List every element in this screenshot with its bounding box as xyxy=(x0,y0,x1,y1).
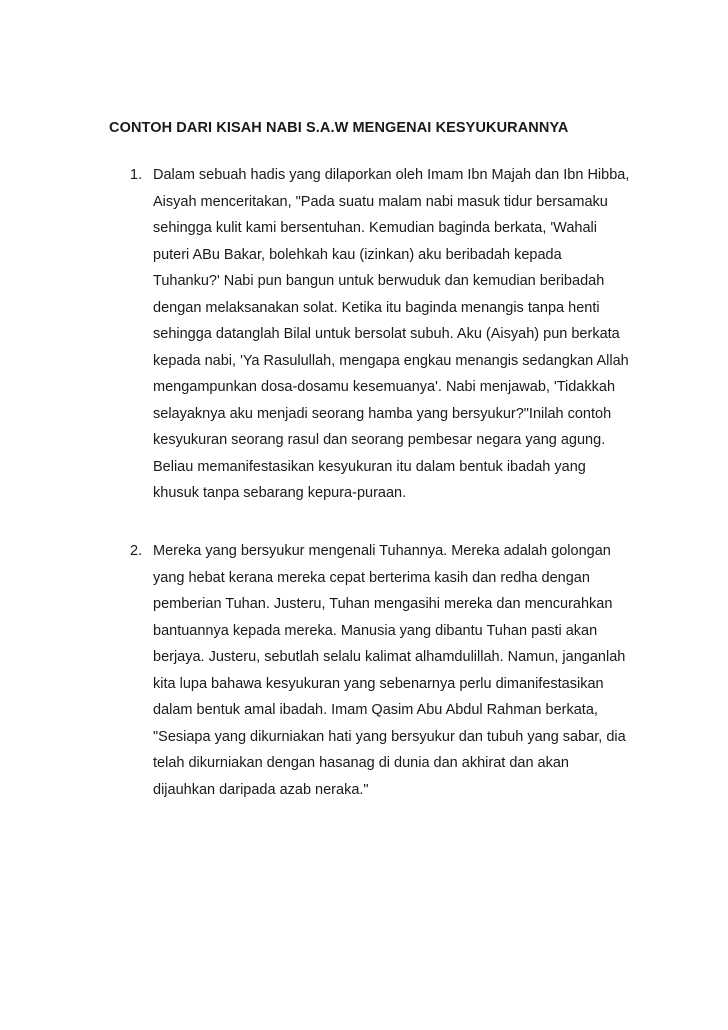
text-line: Tuhanku?' Nabi pun bangun untuk berwuduk dan kemudian beribadah xyxy=(153,273,605,289)
text-line: sehingga datanglah Bilal untuk bersolat subuh. Aku (Aisyah) pun berkata xyxy=(153,326,620,342)
text-line: khusuk tanpa sebarang kepura-puraan. xyxy=(153,485,407,501)
text-line: dijauhkan daripada azab neraka." xyxy=(153,781,369,798)
text-line: pemberian Tuhan. Justeru, Tuhan mengasihi mereka dan mencurahkan xyxy=(153,596,613,612)
text-line: bantuannya kepada mereka. Manusia yang dibantu Tuhan pasti akan xyxy=(153,622,598,639)
text-line: telah dikurniakan dengan hasanag di dunia dan akhirat dan akan xyxy=(153,755,569,771)
list-item-text xyxy=(153,538,653,803)
text-line: kesyukuran seorang rasul dan seorang pembesar negara yang agung. xyxy=(153,432,606,448)
list-item-number: 2. xyxy=(130,543,143,559)
text-line: puteri ABu Bakar, bolehkah kau (izinkan) aku beribadah kepada xyxy=(153,246,562,263)
text-line: mengampunkan dosa-dosamu kesemuanya'. Nabi menjawab, 'Tidakkah xyxy=(153,379,616,395)
text-line: dalam bentuk amal ibadah. Imam Qasim Abu Abdul Rahman berkata, xyxy=(153,702,598,718)
text-line: yang hebat kerana mereka cepat berterima kasih dan redha dengan xyxy=(153,569,590,586)
text-line: kepada nabi, 'Ya Rasulullah, mengapa engkau menangis sedangkan Allah xyxy=(153,352,629,369)
text-line: dengan melaksanakan solat. Ketika itu baginda menangis tanpa henti xyxy=(153,299,600,316)
text-line: berjaya. Justeru, sebutlah selalu kalimat alhamdulillah. Namun, janganlah xyxy=(153,649,626,665)
document-title: CONTOH DARI KISAH NABI S.A.W MENGENAI KESYUKURANNYA xyxy=(109,120,569,136)
text-line: Mereka yang bersyukur mengenali Tuhannya. Mereka adalah golongan xyxy=(153,543,611,559)
text-line: selayaknya aku menjadi seorang hamba yang bersyukur?"Inilah contoh xyxy=(153,405,612,422)
list-item-text xyxy=(153,162,653,507)
list-item-number: 1. xyxy=(130,167,143,183)
text-line: Aisyah menceritakan, "Pada suatu malam nabi masuk tidur bersamaku xyxy=(153,193,608,210)
text-line: Dalam sebuah hadis yang dilaporkan oleh Imam Ibn Majah dan Ibn Hibba, xyxy=(153,167,630,183)
text-line: sehingga kulit kami bersentuhan. Kemudian baginda berkata, 'Wahali xyxy=(153,220,597,236)
text-line: Beliau memanifestasikan kesyukuran itu dalam bentuk ibadah yang xyxy=(153,458,586,475)
text-line: "Sesiapa yang dikurniakan hati yang bersyukur dan tubuh yang sabar, dia xyxy=(153,728,626,745)
text-line: kita lupa bahawa kesyukuran yang sebenarnya perlu dimanifestasikan xyxy=(153,675,604,692)
